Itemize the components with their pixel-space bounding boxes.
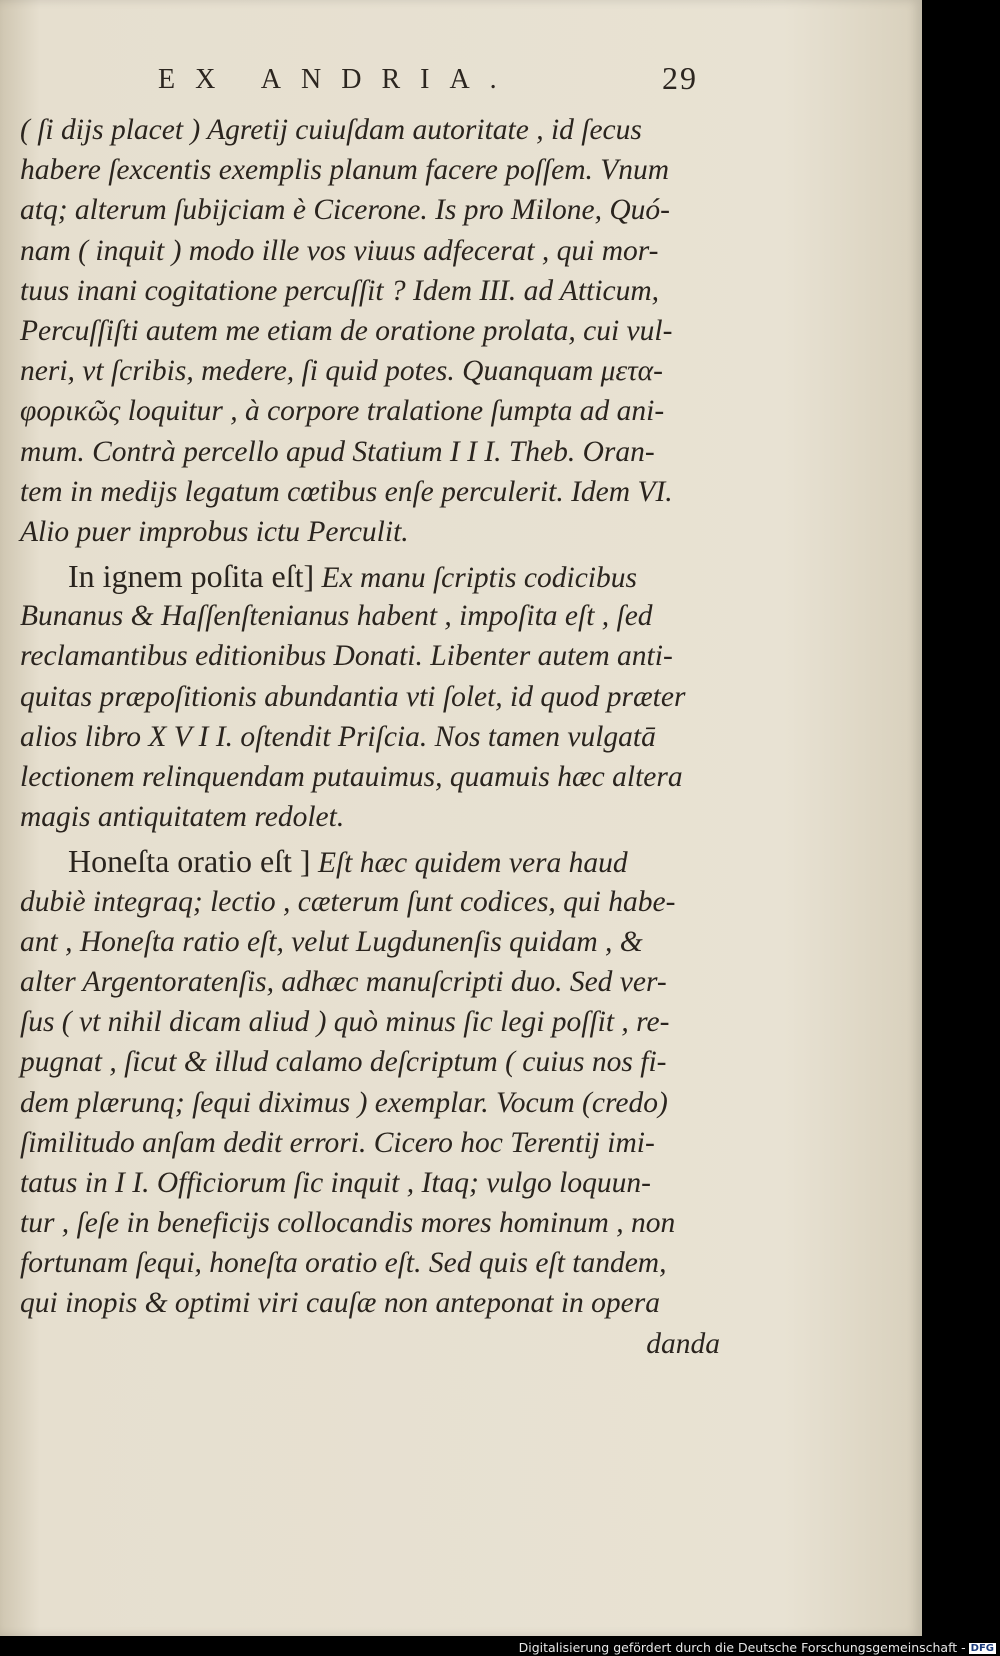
text-line: fortunam ſequi, honeſta oratio eſt. Sed quis eſt tandem, [20,1247,667,1280]
text-line: magis antiquitatem redolet. [20,801,345,834]
text-line [20,841,720,881]
line-rest: Eſt hæc quidem vera haud [310,847,628,880]
text-line: habere ſexcentis exemplis planum facere poſſem. Vnum [20,154,670,187]
line-rest: Ex manu ſcriptis codicibus [314,562,637,595]
text-line: quitas præpoſitionis abundantia vti ſolet, id quod præter [20,680,686,713]
body-text [20,110,720,1364]
paragraph-1 [20,110,720,552]
text-line: tuus inani cogitatione percuſſit ? Idem III. ad Atticum, [20,274,660,307]
text-line: ſimilitudo anſam dedit errori. Cicero hoc Terentij imi- [20,1126,655,1159]
text-line: lectionem relinquendam putauimus, quamuis hæc altera [20,761,683,793]
page-number: 29 [662,60,698,96]
text-line: tem in medijs legatum cœtibus enſe perculerit. Idem VI. [20,475,673,508]
text-line: pugnat , ſicut & illud calamo deſcriptum ( cuius nos fi- [20,1046,667,1079]
text-line [20,556,720,596]
text-line: dem plærunq; ſequi diximus ) exemplar. Vocum (credo) [20,1086,668,1119]
credit-text: Digitalisierung gefördert durch die Deutsche Forschungsgemeinschaft - [518,1640,966,1655]
catchword: danda [646,1327,720,1360]
text-line: dubiè integraq; lectio , cæterum ſunt codices, qui habe- [20,885,676,918]
dfg-logo-icon: DFG [970,1643,994,1654]
text-line: Alio puer improbus ictu Perculit. [20,515,409,548]
page-header [158,58,698,98]
text-line: alios libro X V I I. oſtendit Priſcia. Nos tamen vulgatā [20,720,656,753]
text-line: reclamantibus editionibus Donati. Libenter autem anti- [20,640,673,673]
digitization-credit [519,1640,996,1655]
lemma: In ignem poſita eſt] [68,558,315,595]
text-line: neri, vt ſcribis, medere, ſi quid potes. Quanquam μετα- [20,355,663,388]
text-line: Bunanus & Haſſenſtenianus habent , impoſita eſt , ſed [20,600,653,633]
text-line: Percuſſiſti autem me etiam de oratione prolata, cui vul- [20,314,673,347]
text-line: ſus ( vt nihil dicam aliud ) quò minus ſic legi poſſit , re- [20,1006,670,1039]
text-line: ( ſi dijs placet ) Agretij cuiuſdam autoritate , id ſecus [20,114,642,146]
paragraph-3 [20,841,720,1363]
running-title: EX ANDRIA. [158,64,517,95]
lemma: Honeſta oratio eſt ] [68,843,311,880]
text-line: φορικῶς loquitur , à corpore tralatione ſumpta ad ani- [20,395,665,428]
text-line: qui inopis & optimi viri cauſæ non anteponat in opera [20,1287,660,1320]
text-line: atq; alterum ſubijciam è Cicerone. Is pro Milone, Quó- [20,194,670,227]
text-line: ant , Honeſta ratio eſt, velut Lugdunenſis quidam , & [20,925,643,958]
paragraph-2 [20,556,720,837]
text-line: mum. Contrà percello apud Statium I I I. Theb. Oran- [20,435,655,468]
text-line: tur , ſeſe in beneficijs collocandis mores hominum , non [20,1207,676,1240]
text-line: tatus in I I. Officiorum ſic inquit , Itaq; vulgo loquun- [20,1166,651,1199]
text-line: alter Argentoratenſis, adhæc manuſcripti duo. Sed ver- [20,965,667,998]
text-line: nam ( inquit ) modo ille vos viuus adfecerat , qui mor- [20,234,659,267]
